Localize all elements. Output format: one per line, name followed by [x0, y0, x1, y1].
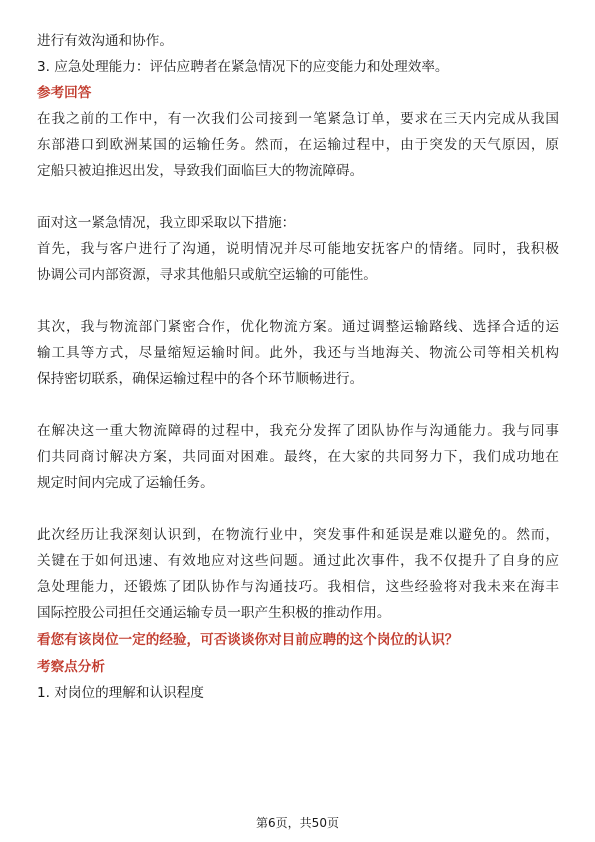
text-line: 急处理能力，还锻炼了团队协作与沟通技巧。我相信，这些经验将对我未来在海丰: [37, 579, 559, 595]
text-line: 规定时间内完成了运输任务。: [37, 475, 214, 491]
paragraph-gap: [37, 184, 559, 210]
paragraph-gap: [37, 288, 559, 314]
text-line: 东部港口到欧洲某国的运输任务。然而，在运输过程中，由于突发的天气原因，原: [37, 137, 559, 153]
text-line: 在解决这一重大物流障碍的过程中，我充分发挥了团队协作与沟通能力。我与同事: [37, 423, 559, 439]
paragraph-gap: [37, 496, 559, 522]
text-line: 协调公司内部资源，寻求其他船只或航空运输的可能性。: [37, 267, 377, 283]
text-line: 国际控股公司担任交通运输专员一职产生积极的推动作用。: [37, 605, 391, 621]
text-line: 保持密切联系，确保运输过程中的各个环节顺畅进行。: [37, 371, 364, 387]
page-number-footer: 第6页，共50页: [256, 816, 339, 830]
text-line: 在我之前的工作中，有一次我们公司接到一笔紧急订单，要求在三天内完成从我国: [37, 111, 559, 127]
text-line: 1. 对岗位的理解和认识程度: [37, 685, 204, 701]
text-line: 输工具等方式，尽量缩短运输时间。此外，我还与当地海关、物流公司等相关机构: [37, 345, 559, 361]
analysis-heading: 考察点分析: [37, 659, 105, 675]
text-line: 们共同商讨解决方案，共同面对困难。最终，在大家的共同努力下，我们成功地在: [37, 449, 559, 465]
text-line: 首先，我与客户进行了沟通，说明情况并尽可能地安抚客户的情绪。同时，我积极: [37, 241, 559, 257]
text-line: 关键在于如何迅速、有效地应对这些问题。通过此次事件，我不仅提升了自身的应: [37, 553, 559, 569]
interview-question: 看您有该岗位一定的经验，可否谈谈你对目前应聘的这个岗位的认识？: [37, 632, 459, 648]
paragraph-gap: [37, 392, 559, 418]
text-line: 进行有效沟通和协作。: [37, 33, 173, 49]
text-line: 定船只被迫推迟出发，导致我们面临巨大的物流障碍。: [37, 163, 364, 179]
page-content: [37, 28, 559, 706]
text-line: 3. 应急处理能力：评估应聘者在紧急情况下的应变能力和处理效率。: [37, 59, 449, 75]
text-line: 面对这一紧急情况，我立即采取以下措施：: [37, 215, 296, 231]
text-line: 此次经历让我深刻认识到，在物流行业中，突发事件和延误是难以避免的。然而，: [37, 527, 559, 543]
reference-answer-heading: 参考回答: [37, 85, 92, 101]
text-line: 其次，我与物流部门紧密合作，优化物流方案。通过调整运输路线、选择合适的运: [37, 319, 559, 335]
